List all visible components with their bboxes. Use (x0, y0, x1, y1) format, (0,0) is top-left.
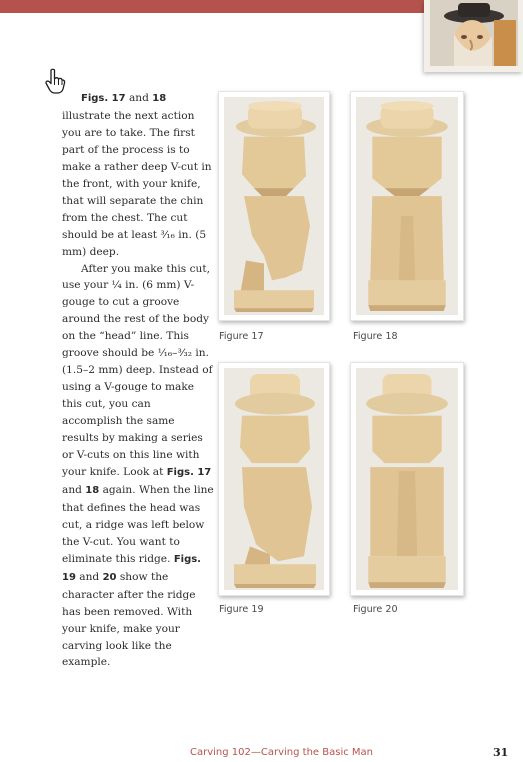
figure-19-caption: Figure 19 (219, 604, 264, 615)
figure-17-frame (218, 91, 330, 321)
figure-19-frame (218, 362, 330, 596)
fig-ref-18-again: 18 (85, 484, 100, 496)
text-and: and (125, 92, 153, 104)
figure-19-photo (224, 368, 324, 590)
carved-man-thumbnail (430, 0, 518, 66)
figure-18-frame (350, 91, 464, 321)
paragraph-2-text-c: show the character after the ridge has been removed. With your knife, make your carving look like the example. (62, 570, 196, 669)
figure-18-photo (356, 97, 458, 315)
figure-20-photo (356, 368, 458, 590)
corner-thumbnail-photo (424, 0, 523, 72)
figure-17-photo (224, 97, 324, 315)
paragraph-2-text-a: After you make this cut, use your ¼ in. (6 mm) V-gouge to cut a groove around the rest of the body on the “head” line. This groove should be ¹⁄₁₆–³⁄₃₂ in. (1.5–2 mm) deep. Instead of using a V-gouge to make this cut, you can accomplish the same results by making a series or V-cuts on this line with your knife. Look at (62, 262, 213, 478)
fig-ref-18: 18 (152, 93, 167, 104)
fig-ref-17-again: Figs. 17 (166, 466, 212, 478)
fig-ref-20: 20 (102, 571, 117, 583)
text-and: and (75, 570, 103, 583)
fig-ref-17: Figs. 17 (81, 93, 126, 104)
paragraph-2-text-b: again. When the line that defines the head was cut, a ridge was left below the V-cut. You want to eliminate this ridge. (62, 483, 214, 565)
body-text (62, 90, 214, 671)
figure-17-caption: Figure 17 (219, 331, 264, 342)
figure-20-caption: Figure 20 (353, 604, 398, 615)
page-number: 31 (493, 746, 509, 759)
text-and: and (62, 483, 86, 496)
paragraph-1 (62, 90, 214, 261)
running-footer: Carving 102—Carving the Basic Man (190, 747, 373, 758)
fig-ref-19: Figs. 19 (62, 553, 201, 583)
paragraph-2 (62, 261, 214, 672)
figure-20-frame (350, 362, 464, 596)
paragraph-1-text: illustrate the next action you are to take. The first part of the process is to make a rather deep V-cut in the front, with your knife, that will separate the chin from the chest. The cut should be at least ³⁄₁₆ in. (5 mm) deep. (62, 109, 212, 258)
header-color-bar (0, 0, 425, 13)
figure-18-caption: Figure 18 (353, 331, 398, 342)
